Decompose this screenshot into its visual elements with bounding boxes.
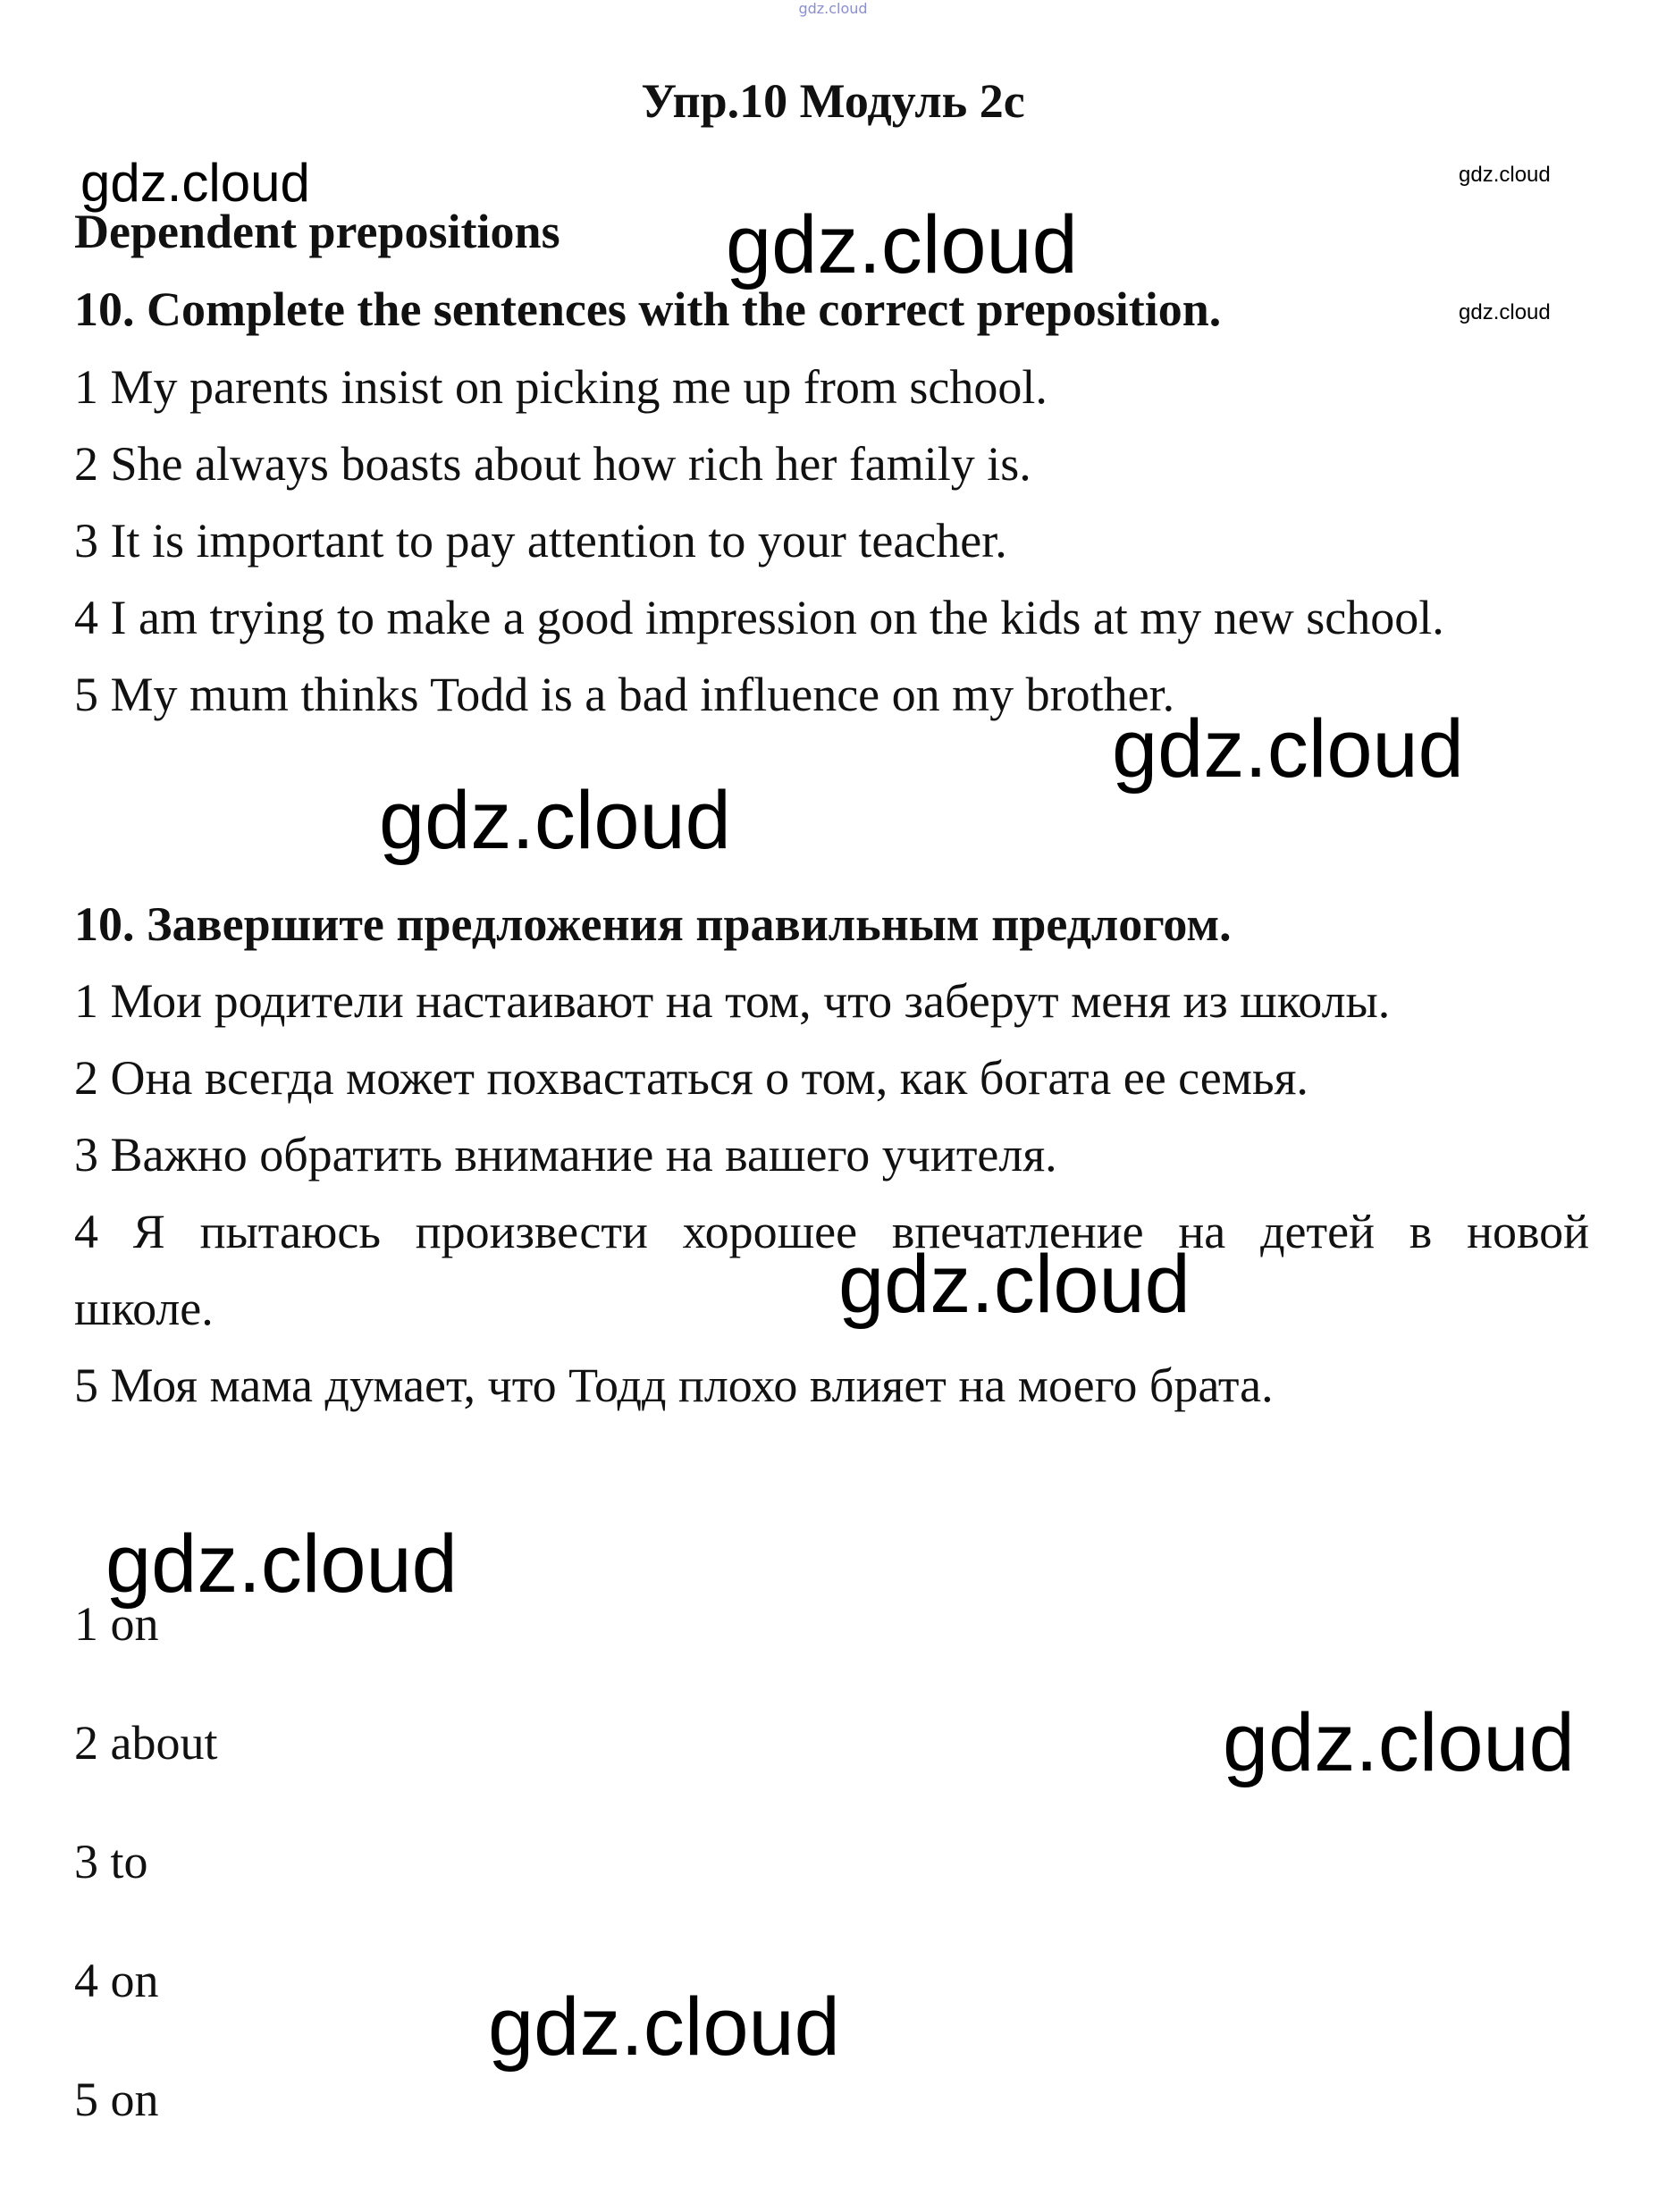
task-heading-ru: 10. Завершите предложения правильным предлогом. — [74, 897, 1232, 951]
answer: 2 about — [74, 1716, 218, 1770]
watermark: gdz.cloud — [488, 1981, 840, 2073]
sentence-en: 5 My mum thinks Todd is a bad influence on my brother. — [74, 668, 1175, 721]
sentence-en: 3 It is important to pay attention to your teacher. — [74, 514, 1007, 568]
watermark: gdz.cloud — [838, 1239, 1191, 1330]
answer: 1 on — [74, 1597, 159, 1651]
sentence-en: 4 I am trying to make a good impression on the kids at my new school. — [74, 591, 1444, 644]
watermark: gdz.cloud — [1459, 163, 1551, 187]
sentence-ru-line: 4 Я пытаюсь произвести хорошее впечатление на детей в новой — [74, 1205, 1589, 1258]
sentence-ru: 1 Мои родители настаивают на том, что заберут меня из школы. — [74, 974, 1391, 1028]
section-title: Dependent prepositions — [74, 205, 560, 258]
sentence-en: 1 My parents insist on picking me up from school. — [74, 360, 1048, 414]
answer: 3 to — [74, 1835, 148, 1888]
watermark: gdz.cloud — [80, 153, 310, 213]
watermark: gdz.cloud — [1223, 1697, 1575, 1788]
watermark: gdz.cloud — [379, 775, 731, 866]
page-title: Упр.10 Модуль 2с — [641, 74, 1025, 128]
sentence-ru: 2 Она всегда может похвастаться о том, как богата ее семья. — [74, 1051, 1308, 1105]
sentence-ru: 5 Моя мама думает, что Тодд плохо влияет на моего брата. — [74, 1358, 1274, 1412]
task-heading-en: 10. Complete the sentences with the correct preposition. — [74, 282, 1222, 336]
top-watermark: gdz.cloud — [798, 0, 868, 17]
sentence-ru: школе. — [74, 1282, 214, 1335]
sentence-ru-justified — [74, 1204, 1589, 1259]
sentence-en: 2 She always boasts about how rich her family is. — [74, 437, 1031, 491]
watermark: gdz.cloud — [1112, 703, 1464, 795]
watermark: gdz.cloud — [1459, 300, 1551, 324]
answer: 4 on — [74, 1954, 159, 2007]
watermark: gdz.cloud — [105, 1518, 458, 1610]
sentence-ru: 3 Важно обратить внимание на вашего учителя. — [74, 1128, 1057, 1182]
answer: 5 on — [74, 2073, 159, 2126]
watermark: gdz.cloud — [726, 199, 1078, 290]
